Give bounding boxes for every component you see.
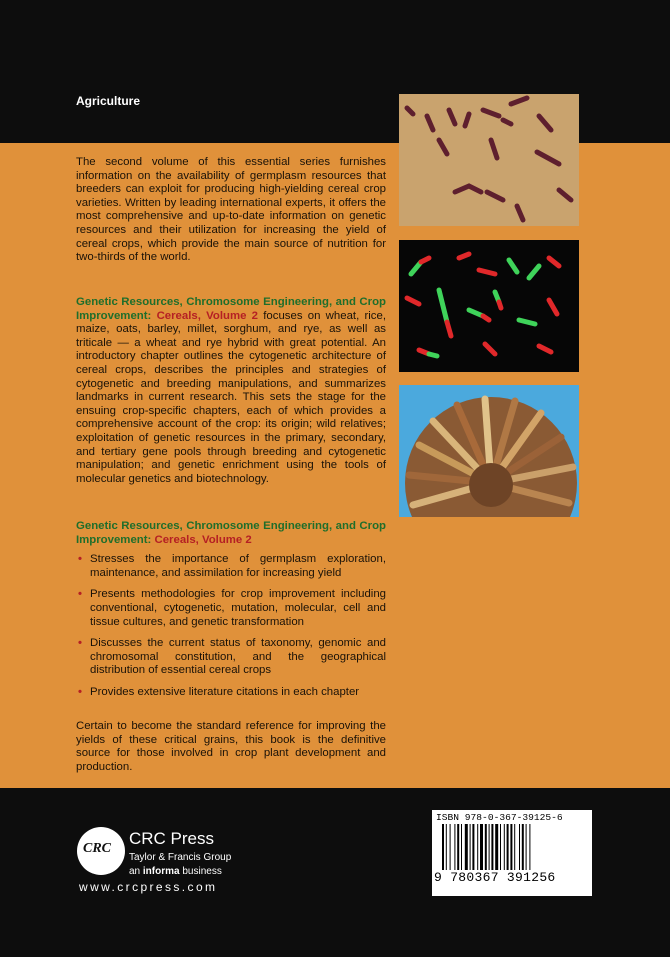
bullet-icon: • — [78, 553, 82, 566]
tagline-suffix: business — [179, 866, 222, 877]
features-title-green: Genetic Resources, Chromosome Engineering, and Crop Improvement: — [76, 520, 386, 546]
list-item-text: Provides extensive literature citations in each chapter — [90, 685, 360, 698]
isbn-barcode-box — [432, 810, 592, 896]
list-item — [76, 588, 386, 629]
list-item — [76, 686, 386, 700]
fluorescence-photo — [399, 240, 579, 372]
features-section — [76, 520, 386, 708]
description-paragraph — [76, 296, 386, 486]
list-item — [76, 553, 386, 580]
closing-paragraph: Certain to become the standard reference for improving the yields of these critical grains, this book is the definitive source for those involved in crop plant development and production. — [76, 720, 386, 773]
barcode-icon — [442, 824, 582, 872]
tagline-prefix: an — [129, 866, 143, 877]
list-item-text: Stresses the importance of germplasm exploration, maintenance, and assimilation for increasing yield — [90, 553, 386, 579]
bullet-icon: • — [78, 588, 82, 601]
description-body: focuses on wheat, rice, maize, oats, barley, millet, sorghum, and rye, as well as triticale — a wheat and rye hybrid with great potential. An introductory chapter outlines the cytogenetic architecture of cereal crops, describes the principles and strategies of cytogenetic and breeding manipulations, and summarizes landmarks in current research. This sets the stage for the ensuing crop-specific chapters, each of which provides a comprehensive account of the crop: its origin; wild relatives; exploitation of genetic resources in the primary, secondary, and tertiary gene pools through breeding and cytogenetic manipulation; and genetic enrichment using the tools of molecular genetics and biotechnology. — [76, 309, 386, 485]
logo-mark-text: CRC — [83, 841, 112, 856]
features-title-red: Cereals, Volume 2 — [154, 533, 252, 546]
list-item-text: Presents methodologies for crop improvement including conventional, cytogenetic, mutation, molecular, cell and tissue cultures, and genetic transformation — [90, 588, 386, 628]
fluorescence-illustration — [399, 240, 579, 372]
list-item — [76, 637, 386, 678]
publisher-tagline — [129, 866, 222, 877]
intro-paragraph: The second volume of this essential series furnishes information on the availability of germplasm resources that breeders can exploit for producing high-yielding cereal crop varieties. Written by leading international experts, it offers the most comprehensive and up-to-date information on genetic resources and their utilization for increasing the yield of cereal crops, which provide the main source of nutrition for two-thirds of the world. — [76, 156, 386, 264]
chromosome-illustration — [399, 94, 579, 226]
features-list — [76, 553, 386, 699]
isbn-label: ISBN 978-0-367-39125-6 — [436, 812, 563, 823]
cereal-panicles-photo — [399, 385, 579, 517]
list-item-text: Discusses the current status of taxonomy, genomic and chromosomal constitution, and the geographical distribution of essential cereal crops — [90, 637, 386, 677]
panicles-illustration — [399, 385, 579, 517]
category-label: Agriculture — [76, 94, 141, 108]
isbn-number: 9 780367 391256 — [434, 870, 556, 885]
bullet-icon: • — [78, 685, 82, 698]
publisher-website[interactable]: www.crcpress.com — [79, 880, 218, 894]
description-title-red: Cereals, Volume 2 — [156, 309, 259, 322]
bullet-icon: • — [78, 637, 82, 650]
description-title-green: Genetic Resources, Chromosome Engineering, and Crop Improvement: — [76, 296, 386, 322]
chromosome-photo — [399, 94, 579, 226]
features-heading — [76, 520, 386, 547]
publisher-name: CRC Press — [129, 829, 215, 848]
publisher-group: Taylor & Francis Group — [129, 852, 232, 863]
tagline-informa: informa — [142, 866, 180, 877]
